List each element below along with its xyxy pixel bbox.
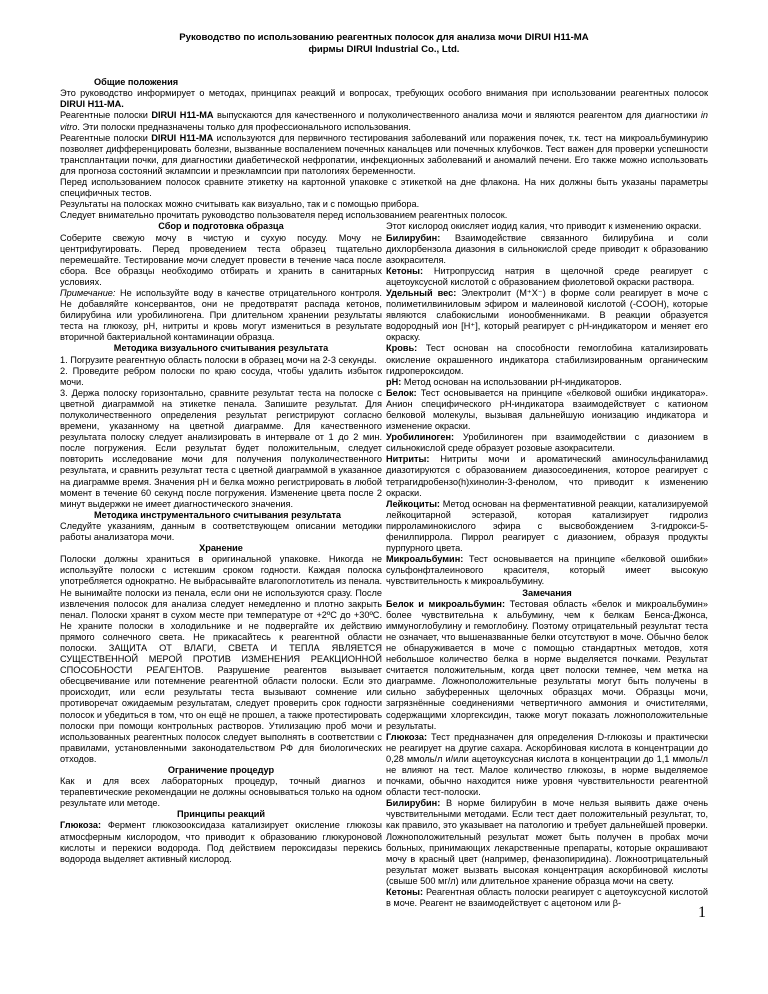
storage-text: Полоски должны храниться в оригинальной упаковке. Никогда не используйте полоски с истекшим сроком годности. Каждая полоска употребляется однократно. Не выбрасывайте влагопоглотитель из пенала. Не вынимайте полоски из пенала, если они не используются сразу. После извлечения полосок для анализа следует немедленно и плотно закрыть пенал. Полоски хранят в сухом месте при температуре от +2ºС до +30ºС. Не храните полоски в холодильнике и не подвергайте их действию прямого солнечного света. Не прикасайтесь к реагентной области полоски. ЗАЩИТА ОТ ВЛАГИ, СВЕТА И ТЕПЛА ЯВЛЯЕТСЯ СУЩЕСТВЕННОЙ МЕРОЙ ПРОТИВ ИЗМЕНЕНИЯ РЕАКЦИОННОЙ СПОСОБНОСТИ РЕАГЕНТОВ. Разрушение реагентов вызывает обесцвечивание или потемнение реагентной области полоски. Если это происходит, или если результаты теста вызывают сомнение или противоречат ожидаемым результатам, следует проверить срок годности полосок и убедиться в том, что он ещё не прошел, а также протестировать полоски при помощи контрольных растворов. Утилизацию проб мочи и использованных реагентных полосок следует выполнять в соответствии с правилами, установленными законодательством РФ для биологических отходов. — [60, 554, 382, 764]
visual-step-1: 1. Погрузите реагентную область полоски в образец мочи на 2-3 секунды. — [60, 354, 377, 365]
microalbumin-principle: Микроальбумин: Тест основывается на принципе «белковой ошибки» сульфонфталеинового красителя, который имеет высокую чувствительность к микроальбумину. — [386, 554, 708, 587]
left-column — [60, 221, 382, 909]
general-p6: Следует внимательно прочитать руководство пользователя перед использованием реагентных полосок. — [60, 210, 508, 221]
visual-heading: Методика визуального считывания результата — [113, 343, 329, 354]
notes-heading: Замечания — [522, 587, 572, 598]
visual-step-2: 2. Проведите ребром полоски по краю сосуда, чтобы удалить избыток мочи. — [60, 365, 382, 387]
general-p2: Реагентные полоски DIRUI H11-MA выпускаются для качественного и полуколичественного анализа мочи и являются реагентом для диагностики in vitro. Эти полоски предназначены только для профессионального использования. — [60, 110, 709, 132]
glucose-note: Глюкоза: Тест предназначен для определения D-глюкозы и практически не реагирует на другие сахара. Аскорбиновая кислота в концентрации до 0,28 ммоль/л и/или ацетоуксусная кислота в концентрации до 1,1 ммоль/л не влияют на тест. Малое количество глюкозы, в норме выделяемое почками, обычно находится ниже уровня чувствительности реагентной области тест-полоски. — [386, 731, 708, 798]
right-column — [386, 221, 708, 909]
instrument-heading: Методика инструментального считывания результата — [94, 509, 342, 520]
page-number: 1 — [698, 904, 706, 921]
general-section — [60, 77, 708, 221]
collect-text: Соберите свежую мочу в чистую и сухую посуду. Мочу не центрифугировать. Перед проведением теста образец тщательно перемешайте. Тестирование мочи следует провести в течение часа после сбора. Все образцы необходимо отбирать и хранить в санитарных условиях. — [60, 232, 382, 287]
general-p4: Перед использованием полосок сравните этикетку на картонной упаковке с этикеткой на дне флакона. На них должны быть указаны параметры специфичных тестов. — [60, 177, 708, 199]
document-title — [60, 32, 708, 55]
ph-principle: pH: Метод основан на использовании pH-индикаторов. — [386, 376, 622, 387]
collect-heading: Сбор и подготовка образца — [158, 221, 284, 232]
limit-text: Как и для всех лабораторных процедур, точный диагноз и терапевтические рекомендации не должны основываться только на одном результате или методе. — [60, 776, 382, 809]
glucose-principle-cont: Этот кислород окисляет иодид калия, что приводит к изменению окраски. — [386, 221, 702, 232]
title-line-1: Руководство по использованию реагентных полосок для анализа мочи DIRUI H11-MA — [179, 32, 589, 43]
bilirubin-principle: Билирубин: Взаимодействие связанного билирубина и соли дихлорбензола диазония в сильнокислой среде приводит к образованию азокрасителя. — [386, 232, 708, 265]
visual-step-3: 3. Держа полоску горизонтально, сравните результат теста на полоске с цветной диаграммой на этикетке пенала. Запишите результат. Для полуколичественного определения результат регистрируют согласно времени, указанному на цветной диаграмме. Для качественного результата полоску следует анализировать в интервале от 1 до 2 мин. после погружения. Если результат будет положительным, следует повторить исследование мочи для получения полуколичественного результата, и сравнить результат теста с цветной диаграммой в указанное на диаграмме время. Значения pH и белка можно регистрировать в любой момент в течение 60 секунд после погружения. Изменение цвета после 2 минут выдержки не имеет диагностического значения. — [60, 387, 382, 509]
general-p1: Это руководство информирует о методах, принципах реакций и вопросах, требующих особого внимания при использовании реагентных полосок DIRUI H11-MA. — [60, 88, 708, 110]
storage-heading: Хранение — [199, 543, 243, 554]
instrument-text: Следуйте указаниям, данным в соответствующем описании методики работы анализатора мочи. — [60, 520, 382, 543]
note-text: Примечание: Не используйте воду в качестве отрицательного контроля. Не добавляйте консервантов, они не предотвратят распада кетонов, билирубина или уробилиногена. При длительном хранении результаты теста на глюкозу, pH, нитриты и кровь могут измениться в результате вторичной бактериальной контаминации образца. — [60, 287, 382, 343]
title-line-2: фирмы DIRUI Industrial Co., Ltd. — [308, 43, 460, 55]
general-p5: Результаты на полосках можно считывать как визуально, так и с помощью прибора. — [60, 199, 420, 210]
general-heading: Общие положения — [94, 77, 179, 88]
sg-principle: Удельный вес: Электролит (M⁺X⁻) в форме соли реагирует в моче с полиметилвиниловым эфиром и малеиновой кислотой (-COOH), которые являются слабокислыми ионообменниками. В реакции образуется водородный ион [H⁺], который реагирует с pH-индикатором и меняет его окраску. — [386, 287, 708, 343]
glucose-principle: Глюкоза: Фермент глюкозооксидаза катализирует окисление глюкозы атмосферным кислородом, что приводит к образованию глюкуроновой кислоты и перекиси водорода. Под действием пероксидазы перекись водорода выделяет активный кислород. — [60, 820, 382, 864]
protein-principle: Белок: Тест основывается на принципе «белковой ошибки индикатора». Анион специфического pH-индикатора взаимодействует с катионом белковой молекулы, вызывая дальнейшую ионизацию индикатора и изменение окраски. — [386, 387, 708, 432]
document-page — [60, 32, 708, 909]
principles-heading: Принципы реакций — [176, 809, 266, 820]
ketones-note: Кетоны: Реагентная область полоски реагирует с ацетоуксусной кислотой в моче. Реагент не взаимодействует с ацетоном или β- — [386, 887, 708, 909]
nitrites-principle: Нитриты: Нитриты мочи и ароматический аминосульфаниламид диазотируются с образованием диазосоединения, которое реагирует с тетрагидробензо(h)хинолин-3-фенолом, что приводит к изменению окраски. — [386, 454, 708, 498]
general-p3: Реагентные полоски DIRUI H11-MA используются для первичного тестирования заболеваний или поражения почек, т.к. тест на микроальбуминурию позволяет дифференцировать болезни, вызванные воспалением почечных канальцев или почечных клубочков. Тест важен для проверки успешности трансплантации почки, для диагностики диабетической нефропатии, инфекционных заболеваний и аномалий печени. Его также можно использовать для прогноза состояний эклампсии и преэклампсии при патологиях беременности. — [60, 132, 709, 176]
ketones-principle: Кетоны: Нитропруссид натрия в щелочной среде реагирует с ацетоуксусной кислотой с образованием фиолетовой окраски раствора. — [386, 265, 708, 287]
leukocytes-principle: Лейкоциты: Метод основан на ферментативной реакции, катализируемой лейкоцитарной эстеразой, которая катализирует гидролиз пирроламинокислого эфира с высвобождением 3-гидрокси-5-фенилпиррола. Пиррол реагирует с диазонием, образуя продукты пурпурного цвета. — [386, 498, 708, 554]
blood-principle: Кровь: Тест основан на способности гемоглобина катализировать окисление окрашенного индикатора стабилизированным органическим гидропероксидом. — [386, 343, 708, 376]
urobilinogen-principle: Уробилиноген: Уробилиноген при взаимодействии с диазонием в сильнокислой среде образует розовые азокрасители. — [386, 432, 708, 454]
two-columns — [60, 221, 708, 909]
protein-note: Белок и микроальбумин: Тестовая область «белок и микроальбумин» более чувствительна к альбумину, чем к белкам Бенса-Джонса, иммуноглобулину и гемоглобину. Поэтому отрицательный результат теста не означает, что вышеназванные белки отсутствуют в моче. Обычно белок не обнаруживается в моче с помощью стандартных методов, хотя небольшое количество белка в норме выделяется почками. Результат считается положительным, когда цвет полоски темнее, чем метка на диаграмме. Ложноположительные результаты могут быть получены в сильно забуференных щелочных образцах мочи. Образцы мочи, загрязнённые соединениями четвертичного аммония и очистителями, содержащими хлоргексидин, также могут показать ложноположительные результаты. — [386, 598, 708, 731]
limit-heading: Ограничение процедур — [167, 765, 275, 775]
bilirubin-note: Билирубин: В норме билирубин в моче нельзя выявить даже очень чувствительными методами. Если тест дает положительный результат, то, как правило, это указывает на патологию и требует дальнейшей проверки. Ложноположительный результат может быть получен в пробах мочи больных, принимающих лекарственные препараты, которые окрашивают мочу в красный цвет (например, феназопиридина). Ложноотрицательный результат может вызвать высокая концентрация аскорбиновой кислоты (свыше 500 мг/л) или длительное хранение образца мочи на свету. — [386, 798, 708, 886]
